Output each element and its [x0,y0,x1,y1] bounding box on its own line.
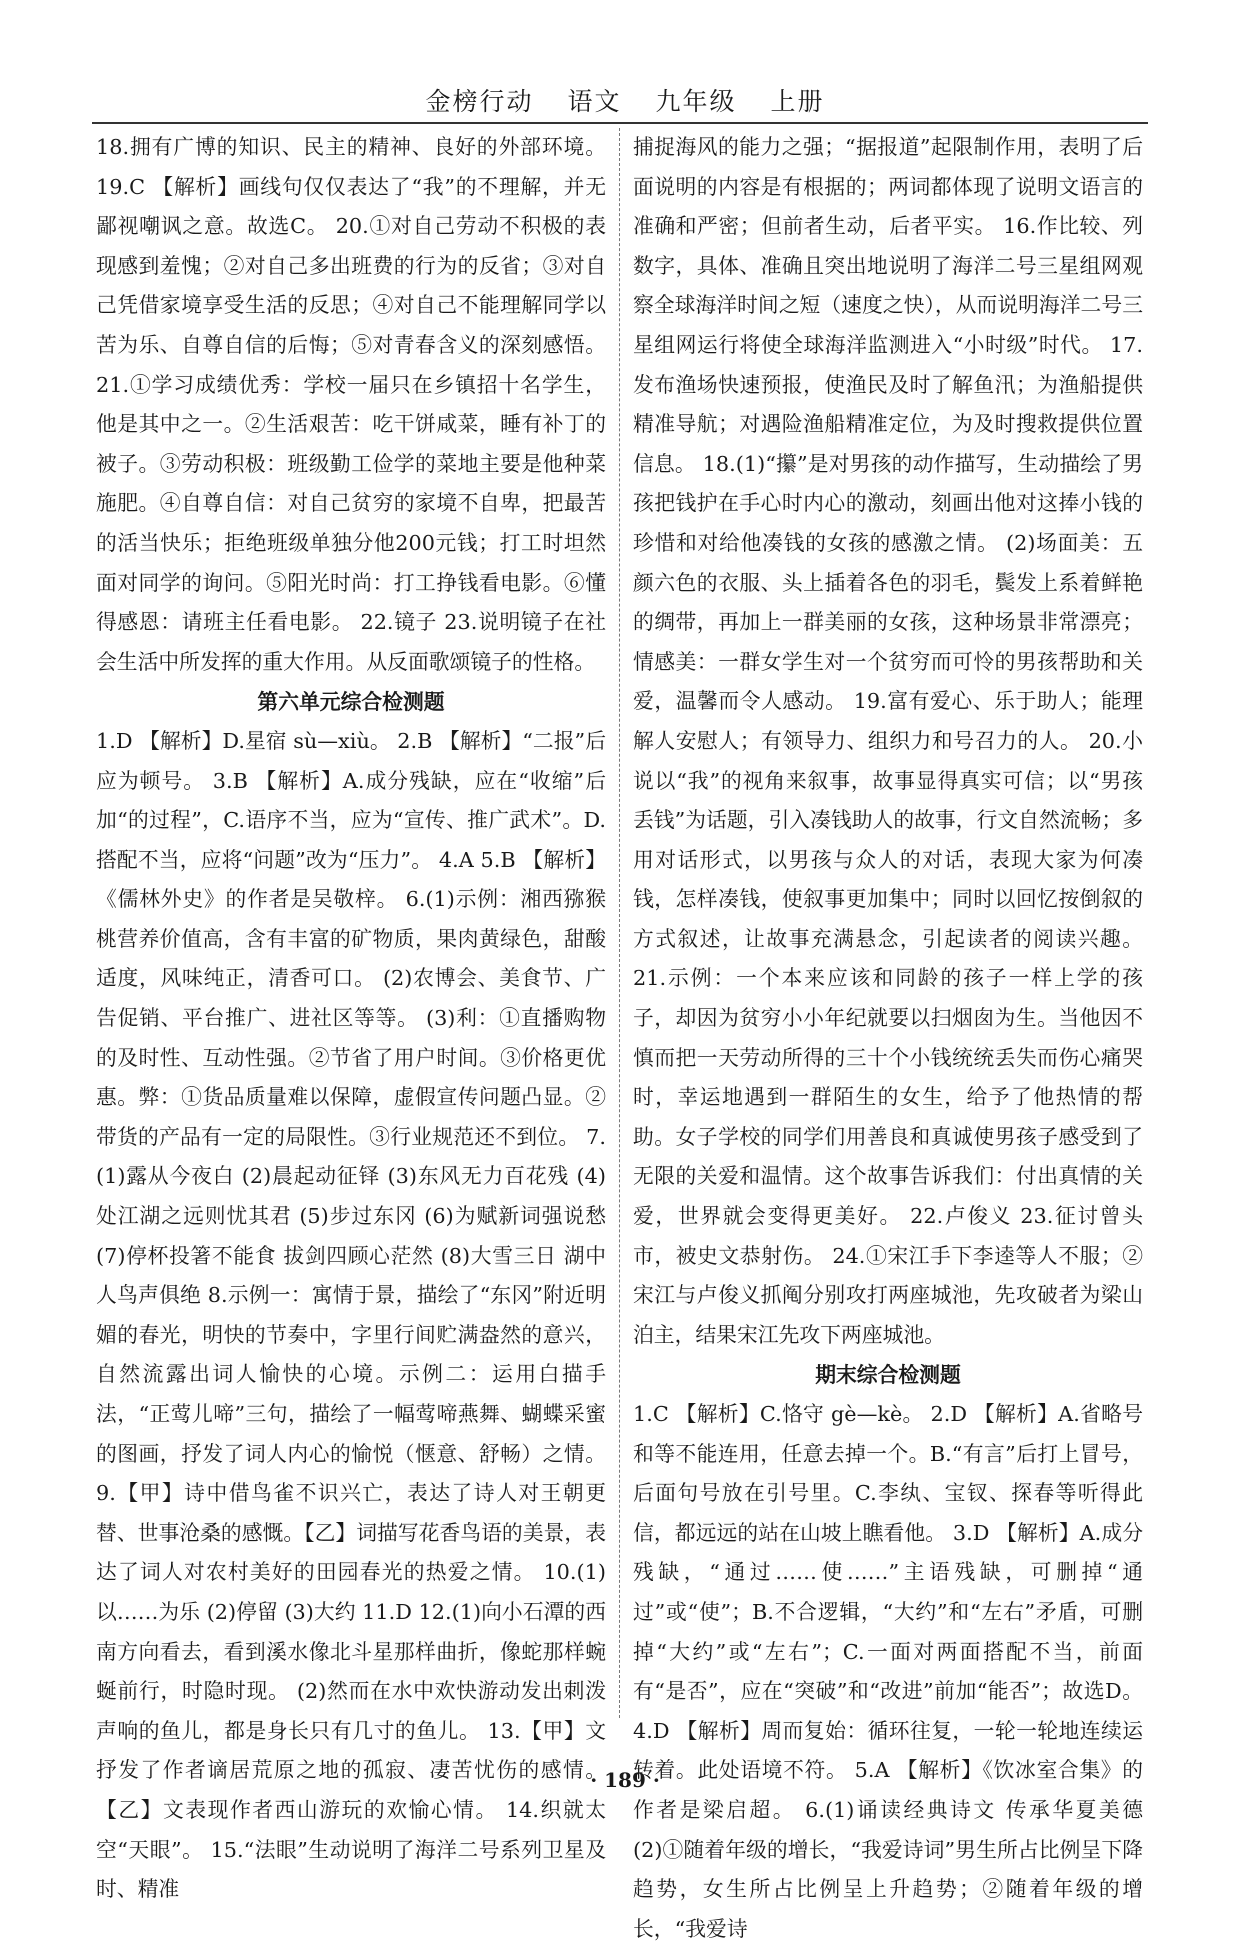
grade-label: 九年级 [655,87,737,116]
answer-block: 1.D 【解析】D.星宿 sù—xiù。 2.B 【解析】“二报”后应为顿号。 3.B 【解析】A.成分残缺，应在“收缩”后加“的过程”，C.语序不当，应为“宣传、推广武术”。D.搭配不当，应将“问题”改为“压力”。 4.A 5.B 【解析】《儒林外史》的作者是吴敬梓。 6.(1)示例：湘西猕猴桃营养价值高，含有丰富的矿物质，果肉黄绿色，甜酸适度，风味纯正，清香可口。 (2)农博会、美食节、广告促销、平台推广、进社区等等。 (3)利：①直播购物的及时性、互动性强。②节省了用户时间。③价格更优惠。弊：①货品质量难以保障，虚假宣传问题凸显。②带货的产品有一定的局限性。③行业规范还不到位。 7.(1)露从今夜白 (2)晨起动征铎 (3)东风无力百花残 (4)处江湖之远则忧其君 (5)步过东冈 (6)为赋新词强说愁 (7)停杯投箸不能食 拔剑四顾心茫然 (8)大雪三日 湖中人鸟声俱绝 8.示例一：寓情于景，描绘了“东冈”附近明媚的春光，明快的节奏中，字里行间贮满盎然的意兴，自然流露出词人愉快的心境。示例二：运用白描手法，“正莺儿啼”三句，描绘了一幅莺啼燕舞、蝴蝶采蜜的图画，抒发了词人内心的愉悦（惬意、舒畅）之情。 9.【甲】诗中借鸟雀不识兴亡，表达了诗人对王朝更替、世事沧桑的感慨。【乙】词描写花香鸟语的美景，表达了词人对农村美好的田园春光的热爱之情。 10.(1)以……为乐 (2)停留 (3)大约 11.D 12.(1)向小石潭的西南方向看去，看到溪水像北斗星那样曲折，像蛇那样蜿蜒前行，时隐时现。 (2)然而在水中欢快游动发出刺泼声响的鱼儿，都是身长只有几寸的鱼儿。 13.【甲】文抒发了作者谪居荒原之地的孤寂、凄苦忧伤的感情。【乙】文表现作者西山游玩的欢愉心情。 14.织就太空“天眼”。 15.“法眼”生动说明了海洋二号系列卫星及时、精准 [96,728,606,1902]
right-column [633,128,1143,1949]
section-title: 期末综合检测题 [815,1362,961,1388]
running-header [0,82,1250,118]
left-column [96,128,606,1910]
answer-block: 18.拥有广博的知识、民主的精神、良好的外部环境。 19.C 【解析】画线句仅仅表达了“我”的不理解，并无鄙视嘲讽之意。故选C。 20.①对自己劳动不积极的表现感到羞愧；②对自己多出班费的行为的反省；③对自己凭借家境享受生活的反思；④对自己不能理解同学以苦为乐、自尊自信的后悔；⑤对青春含义的深刻感悟。 21.①学习成绩优秀：学校一届只在乡镇招十名学生，他是其中之一。②生活艰苦：吃干饼咸菜，睡有补丁的被子。③劳动积极：班级勤工俭学的菜地主要是他种菜施肥。④自尊自信：对自己贫穷的家境不自卑，把最苦的活当快乐；拒绝班级单独分他200元钱；打工时坦然面对同学的询问。⑤阳光时尚：打工挣钱看电影。⑥懂得感恩：请班主任看电影。 22.镜子 23.说明镜子在社会生活中所发挥的重大作用。从反面歌颂镜子的性格。 [96,135,606,674]
column-divider [619,128,620,1718]
section-title: 第六单元综合检测题 [257,689,445,715]
header-rule [92,122,1148,124]
answer-block: 1.C 【解析】C.恪守 gè—kè。 2.D 【解析】A.省略号和等不能连用，任意去掉一个。B.“有言”后打上冒号，后面句号放在引号里。C.李纨、宝钗、探春等听得此信，都远远的站在山坡上瞧看他。 3.D 【解析】A.成分残缺，“通过……使……”主语残缺，可删掉“通过”或“使”；B.不合逻辑，“大约”和“左右”矛盾，可删掉“大约”或“左右”；C.一面对两面搭配不当，前面有“是否”，应在“突破”和“改进”前加“能否”；故选D。 4.D 【解析】周而复始：循环往复，一轮一轮地连续运转着。此处语境不符。 5.A 【解析】《饮冰室合集》的作者是梁启超。 6.(1)诵读经典诗文 传承华夏美德 (2)①随着年级的增长，“我爱诗词”男生所占比例呈下降趋势，女生所占比例呈上升趋势；②随着年级的增长，“我爱诗 [633,1402,1143,1941]
series-title: 金榜行动 [425,87,534,116]
subject-label: 语文 [567,87,622,116]
volume-label: 上册 [770,87,825,116]
page-number: · 189 · [590,1768,660,1792]
answer-block: 捕捉海风的能力之强；“据报道”起限制作用，表明了后面说明的内容是有根据的；两词都体现了说明文语言的准确和严密；但前者生动，后者平实。 16.作比较、列数字，具体、准确且突出地说明了海洋二号三星组网观察全球海洋时间之短（速度之快），从而说明海洋二号三星组网运行将使全球海洋监测进入“小时级”时代。 17.发布渔场快速预报，使渔民及时了解鱼汛；为渔船提供精准导航；对遇险渔船精准定位，为及时搜救提供位置信息。 18.(1)“攥”是对男孩的动作描写，生动描绘了男孩把钱护在手心时内心的激动，刻画出他对这捧小钱的珍惜和对给他凑钱的女孩的感激之情。 (2)场面美：五颜六色的衣服、头上插着各色的羽毛，鬓发上系着鲜艳的绸带，再加上一群美丽的女孩，这种场景非常漂亮；情感美：一群女学生对一个贫穷而可怜的男孩帮助和关爱，温馨而令人感动。 19.富有爱心、乐于助人；能理解人安慰人；有领导力、组织力和号召力的人。 20.小说以“我”的视角来叙事，故事显得真实可信；以“男孩丢钱”为话题，引入凑钱助人的故事，行文自然流畅；多用对话形式，以男孩与众人的对话，表现大家为何凑钱，怎样凑钱，使叙事更加集中；同时以回忆按倒叙的方式叙述，让故事充满悬念，引起读者的阅读兴趣。 21.示例：一个本来应该和同龄的孩子一样上学的孩子，却因为贫穷小小年纪就要以扫烟囱为生。当他因不慎而把一天劳动所得的三十个小钱统统丢失而伤心痛哭时，幸运地遇到一群陌生的女生，给予了他热情的帮助。女子学校的同学们用善良和真诚使男孩子感受到了无限的关爱和温情。这个故事告诉我们：付出真情的关爱，世界就会变得更美好。 22.卢俊义 23.征讨曾头市，被史文恭射伤。 24.①宋江手下李逵等人不服；②宋江与卢俊义抓阄分别攻打两座城池，先攻破者为梁山泊主，结果宋江先攻下两座城池。 [633,135,1143,1347]
